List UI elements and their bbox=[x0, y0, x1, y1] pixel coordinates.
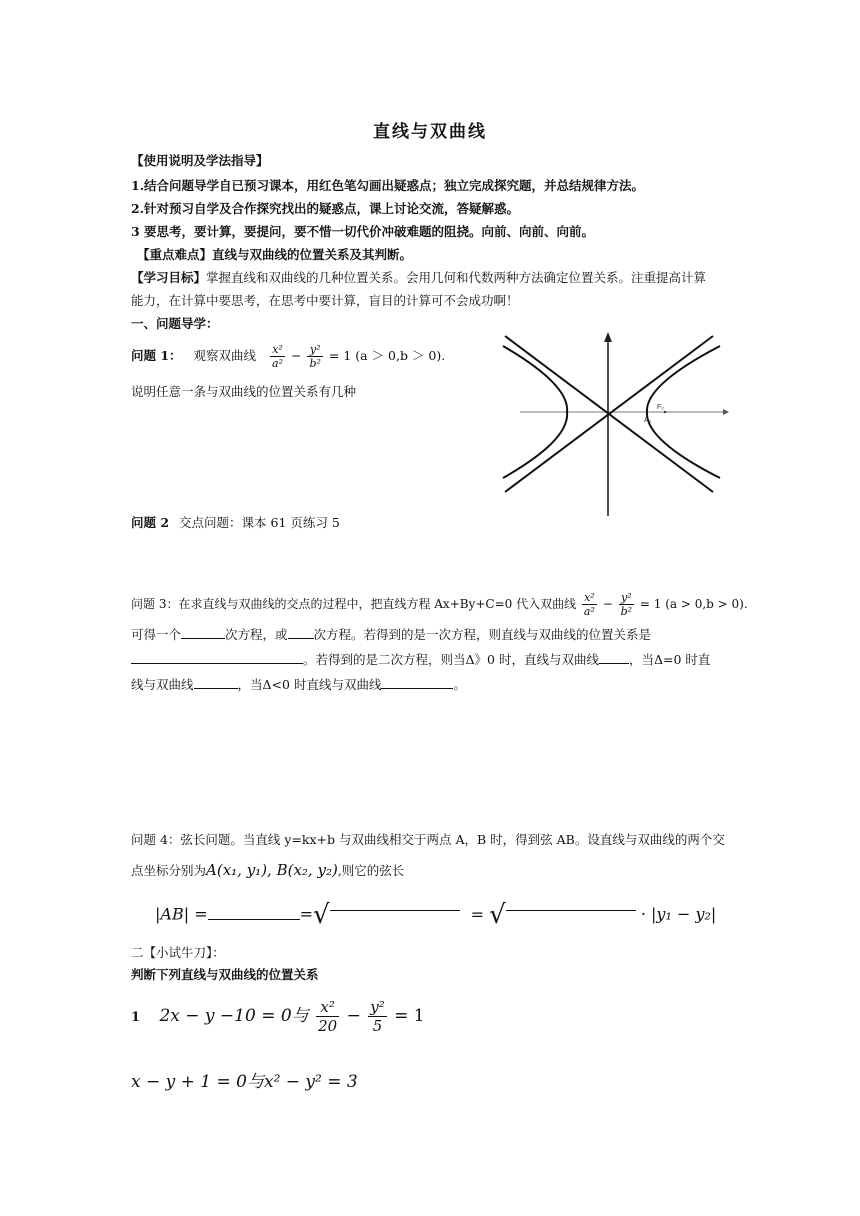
question-1-condition: = 1 (a ＞ 0,b ＞ 0). bbox=[328, 348, 446, 363]
usage-item-1: 1.结合问题导学自已预习课本，用红色笔勾画出疑惑点；独立完成探究题，并总结规律方法。 bbox=[131, 178, 645, 193]
question-3-line-1: 问题 3：在求直线与双曲线的交点的过程中，把直线方程 Ax+By+C=0 代入双曲线 $\frac{\text{x²}}{\text{a²}}$ − $\frac{\text{y²}}{\text{b²}}$ = 1 (a > 0,b > 0). bbox=[131, 591, 748, 618]
exercise-1: 1 2x − y −10 = 0与 $\frac{\text{x²}}{20}$ − $\frac{\text{y²}}{5}$ = 1 bbox=[131, 998, 425, 1035]
dy-abs: · |y₁ − y₂| bbox=[640, 904, 717, 924]
question-3-line-4: 线与双曲线 ，当Δ<0 时直线与双曲线 。 bbox=[131, 677, 466, 692]
question-1: 问题 1： 观察双曲线 $\frac{\text{x²}}{\text{a²}}$ − $\frac{\text{y²}}{\text{b²}}$ = 1 (a ＞ 0,b ＞ 0). bbox=[131, 343, 446, 370]
blank-relation-linear[interactable] bbox=[131, 651, 303, 664]
question-3-line-3: 。若得到的是二次方程，则当Δ》0 时，直线与双曲线 ，当Δ=0 时直 bbox=[131, 651, 710, 669]
blank-chord-1[interactable] bbox=[208, 907, 300, 920]
question-1-label: 问题 1： bbox=[131, 348, 182, 363]
fraction-y2-b2: $\frac{\text{y²}}{\text{b²}}$ bbox=[309, 343, 321, 370]
focus-point bbox=[664, 411, 666, 413]
hyperbola-figure bbox=[495, 330, 735, 520]
x-axis bbox=[520, 409, 729, 415]
sqrt-sign-2: √ bbox=[489, 900, 506, 930]
goal-text-1: 掌握直线和双曲线的几种位置关系。会用几何和代数两种方法确定位置关系。注重提高计算 bbox=[206, 270, 707, 285]
question-4-line-1: 问题 4：弦长问题。当直线 y=kx+b 与双曲线相交于两点 A，B 时，得到弦 AB。设直线与双曲线的两个交 bbox=[131, 832, 725, 847]
fraction-x2-20: $\frac{\text{x²}}{20}$ bbox=[318, 998, 338, 1035]
blank-relation-negative[interactable] bbox=[381, 676, 453, 689]
blank-degree-1[interactable] bbox=[181, 626, 225, 639]
goal-line-2: 能力，在计算中要思考，在思考中要计算，盲目的计算可不会成功啊！ bbox=[131, 293, 519, 308]
question-3-line-2: 可得一个 次方程，或 次方程。若得到的是一次方程，则直线与双曲线的位置关系是 bbox=[131, 627, 652, 642]
y-axis bbox=[604, 332, 612, 516]
key-points bbox=[137, 246, 412, 264]
blank-chord-2[interactable] bbox=[330, 910, 460, 925]
chord-length-formula: |AB| = =√ = √ · |y₁ − y₂| bbox=[155, 900, 717, 930]
blank-chord-3[interactable] bbox=[506, 910, 636, 925]
blank-relation-zero[interactable] bbox=[194, 676, 238, 689]
page-title: 直线与双曲线 bbox=[373, 122, 487, 142]
focus-label: F₂ bbox=[657, 404, 664, 411]
question-2-label: 问题 2 bbox=[131, 515, 170, 530]
key-points-text: 直线与双曲线的位置关系及其判断。 bbox=[212, 247, 413, 262]
fraction-x2-a2: $\frac{\text{x²}}{\text{a²}}$ bbox=[272, 343, 284, 370]
goal-line-1 bbox=[131, 269, 706, 287]
exercise-2: x − y + 1 = 0与x² − y² = 3 bbox=[131, 1072, 358, 1092]
fraction-x2-a2: $\frac{\text{x²}}{\text{a²}}$ bbox=[583, 591, 595, 618]
intersection-coordinates: A(x₁, y₁), B(x₂, y₂) bbox=[206, 861, 338, 879]
key-points-label: 【重点难点】 bbox=[137, 247, 213, 262]
vertex-label: A₂ bbox=[644, 417, 652, 424]
usage-item-3: 3 要思考，要计算，要提问，要不惜一切代价冲破难题的阻挠。向前、向前、向前。 bbox=[131, 224, 595, 239]
usage-heading: 【使用说明及学法指导】 bbox=[131, 153, 269, 168]
sqrt-sign-1: √ bbox=[313, 900, 330, 930]
fraction-y2-b2: $\frac{\text{y²}}{\text{b²}}$ bbox=[620, 591, 633, 618]
blank-degree-2[interactable] bbox=[288, 626, 314, 639]
section-2-subheading: 判断下列直线与双曲线的位置关系 bbox=[131, 967, 319, 982]
section-1-heading: 一、问题导学： bbox=[131, 316, 219, 331]
question-4-line-2: 点坐标分别为A(x₁, y₁), B(x₂, y₂),则它的弦长 bbox=[131, 861, 405, 879]
section-2-heading: 二【小试牛刀】： bbox=[131, 945, 225, 960]
ab-abs: |AB| bbox=[155, 904, 190, 924]
question-1-text: 观察双曲线 bbox=[193, 348, 257, 363]
exercise-1-number: 1 bbox=[131, 1010, 141, 1025]
question-1-line-2: 说明任意一条与双曲线的位置关系有几种 bbox=[131, 384, 357, 399]
goal-label: 【学习目标】 bbox=[131, 270, 207, 285]
blank-relation-positive[interactable] bbox=[599, 651, 629, 664]
question-2-text: 交点问题：课本 61 页练习 5 bbox=[179, 515, 340, 530]
usage-item-2: 2.针对预习自学及合作探究找出的疑惑点，课上讨论交流，答疑解惑。 bbox=[131, 201, 520, 216]
question-2 bbox=[131, 514, 340, 532]
fraction-y2-5: $\frac{\text{y²}}{5}$ bbox=[370, 998, 385, 1035]
